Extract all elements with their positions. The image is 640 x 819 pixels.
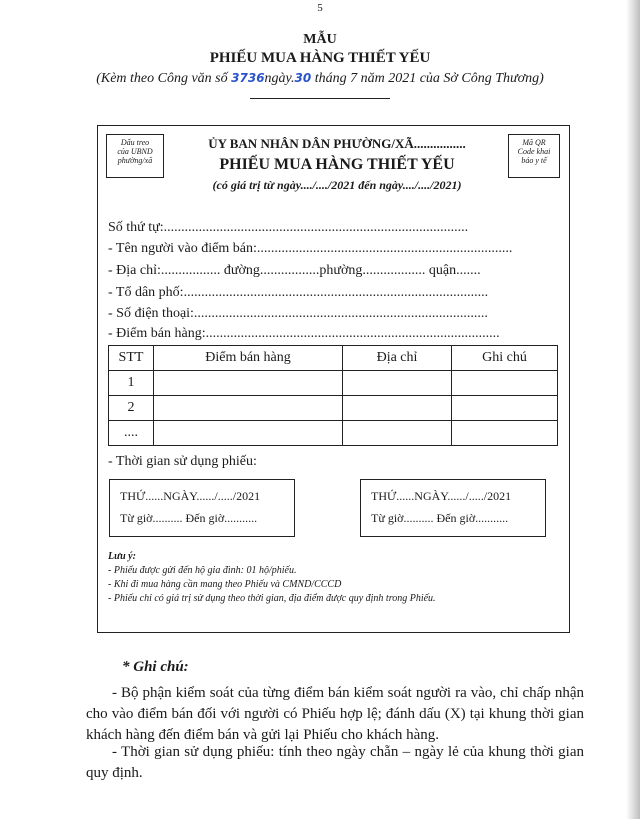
title-divider: [250, 98, 390, 99]
time-label: - Thời gian sử dụng phiếu:: [108, 454, 257, 469]
table-cell: [452, 371, 558, 396]
field-stt: Số thứ tự:.......................................................................................: [108, 220, 469, 235]
store-table: [108, 345, 558, 446]
subtitle-post: tháng 7 năm 2021 của Sở Công Thương): [311, 71, 544, 86]
table-cell: [343, 421, 452, 446]
note-item: - Khi đi mua hàng cần mang theo Phiếu và CMND/CCCD: [108, 579, 342, 590]
qr-text: báo y tế: [521, 156, 547, 165]
subtitle-pre: (Kèm theo Công văn số: [96, 71, 232, 86]
doc-label: MẪU: [303, 32, 337, 47]
remarks-paragraph-2: - Thời gian sử dụng phiếu: tính theo ngày chẵn – ngày lẻ của khung thời gian quy định.: [86, 744, 584, 781]
field-name: - Tên người vào điểm bán:.........................................................................: [108, 241, 513, 256]
validity-line: (có giá trị từ ngày..../..../2021 đến ngày..../..../2021): [212, 178, 462, 192]
row-index: ....: [109, 421, 154, 446]
qr-code-placeholder-box: [508, 134, 560, 178]
table-cell: [452, 421, 558, 446]
form-title: PHIẾU MUA HÀNG THIẾT YẾU: [219, 156, 455, 173]
table-cell: [154, 421, 343, 446]
remarks-paragraph-1: - Bộ phận kiểm soát của từng điểm bán kiểm soát người ra vào, chỉ chấp nhận cho vào điểm bán đối với người có Phiếu hợp lệ; đánh dấu (X) tại khung thời gian khách hàng đến điểm bán và gửi lại Phiếu cho khách hàng.: [86, 685, 584, 743]
table-header-row: [109, 346, 558, 371]
qr-text: Mã QR: [522, 138, 546, 147]
col-stt: STT: [109, 346, 154, 371]
table-row: [109, 396, 558, 421]
issuer-line: ỦY BAN NHÂN DÂN PHƯỜNG/XÃ................: [208, 136, 466, 151]
time-hours-line: Từ giờ.......... Đến giờ...........: [120, 511, 258, 525]
note-item: - Phiếu được gửi đến hộ gia đình: 01 hộ/phiếu.: [108, 565, 297, 576]
col-address: Địa chỉ: [343, 346, 452, 371]
voucher-form: [97, 125, 570, 633]
table-row: [109, 421, 558, 446]
form-notes: [108, 550, 436, 606]
table-cell: [154, 396, 343, 421]
qr-text: Code khai: [517, 147, 551, 156]
stamp-text: phường/xã: [117, 156, 153, 165]
time-slot-box-left: [109, 479, 295, 537]
stamp-text: Dấu treo: [120, 138, 150, 147]
subtitle-mid: ngày.: [264, 71, 295, 86]
col-store: Điểm bán hàng: [154, 346, 343, 371]
page-edge-shadow: [626, 0, 640, 819]
row-index: 2: [109, 396, 154, 421]
row-index: 1: [109, 371, 154, 396]
col-note: Ghi chú: [452, 346, 558, 371]
stamp-text: của UBND: [117, 147, 153, 156]
field-phone: - Số điện thoại:....................................................................................: [108, 306, 488, 321]
time-day-line: THỨ......NGÀY....../...../2021: [120, 489, 261, 503]
table-cell: [343, 371, 452, 396]
field-address: - Địa chỉ:................. đường.................phường.................. quận.......: [108, 263, 481, 278]
note-item: - Phiếu chỉ có giá trị sử dụng theo thời gian, địa điểm được quy định trong Phiếu.: [108, 593, 436, 604]
time-hours-line: Từ giờ.......... Đến giờ...........: [371, 511, 509, 525]
handwritten-doc-number: 3736: [231, 71, 265, 85]
table-row: [109, 371, 558, 396]
stamp-placeholder-box: [106, 134, 164, 178]
doc-subtitle: [0, 71, 640, 87]
table-cell: [452, 396, 558, 421]
remarks-heading: * Ghi chú:: [122, 659, 189, 675]
field-store: - Điểm bán hàng:....................................................................................: [108, 326, 500, 341]
doc-title: PHIẾU MUA HÀNG THIẾT YẾU: [209, 50, 431, 66]
notes-heading: Lưu ý:: [108, 551, 136, 562]
table-cell: [343, 396, 452, 421]
page-number: 5: [317, 2, 323, 14]
handwritten-doc-day: 30: [294, 71, 312, 85]
time-slot-box-right: [360, 479, 546, 537]
field-group: - Tổ dân phố:.......................................................................................: [108, 285, 489, 300]
table-cell: [154, 371, 343, 396]
time-day-line: THỨ......NGÀY....../...../2021: [371, 489, 512, 503]
